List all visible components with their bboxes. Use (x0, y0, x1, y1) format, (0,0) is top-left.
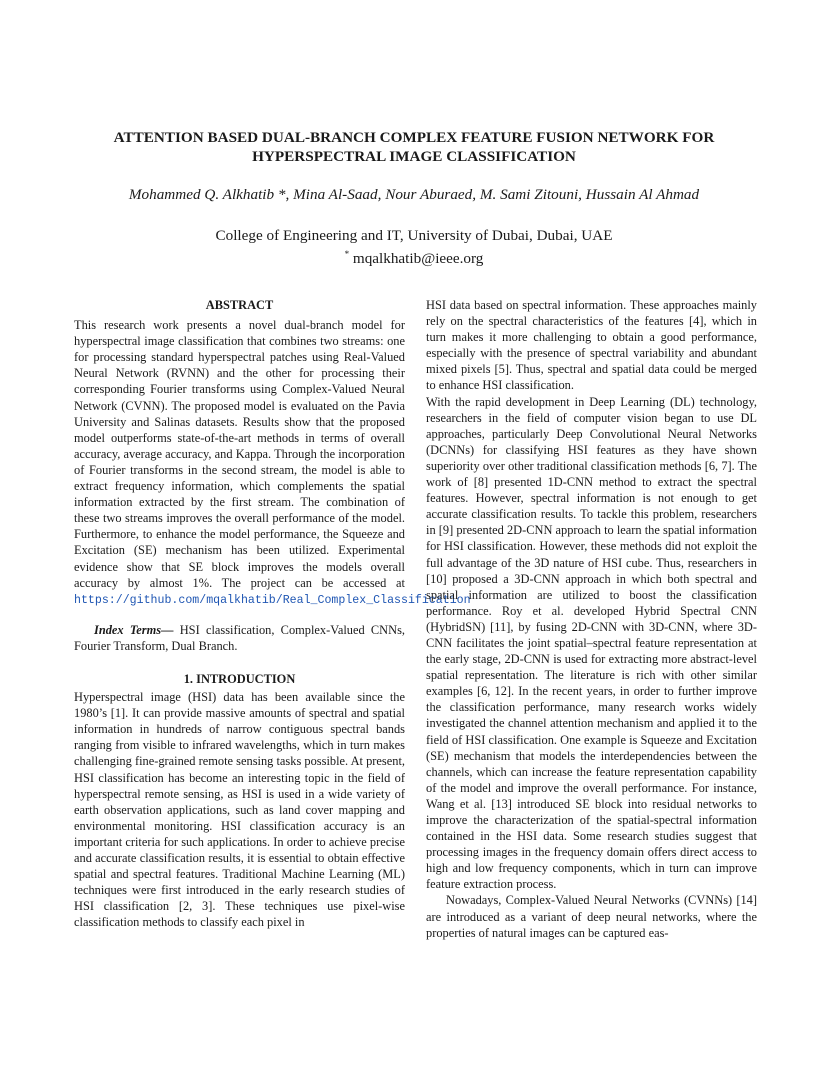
abstract-text (74, 317, 471, 609)
right-paragraph-1: HSI data based on spectral information. These approaches mainly rely on the spectral characteristics of the features [4], which in turn makes it more challenging to obtain a good performance, especially with the presence of spectral variability and abundant mixed pixels [5]. Thus, spectral and spatial data could be merged to enhance HSI classification. (426, 298, 757, 393)
right-paragraph-3: Nowadays, Complex-Valued Neural Networks (CVNNs) [14] are introduced as a variant of deep neural networks, where the properties of natural images can be captured eas- (426, 893, 757, 940)
abstract-heading: ABSTRACT (205, 298, 274, 312)
index-terms-label: Index Terms— (94, 622, 174, 637)
project-link[interactable]: https://github.com/mqalkhatib/Real_Complex_Classification (74, 593, 471, 607)
arxiv-stamp (0, 0, 60, 1072)
intro-heading: 1. INTRODUCTION (183, 671, 296, 686)
right-paragraph-2: With the rapid development in Deep Learning (DL) technology, researchers in the field of computer vision began to use DL approaches, particularly Deep Convolutional Neural Networks (DCNNs) for classifying HSI features as they have shown superiority over other traditional classification methods [6, 7]. The work of [8] presented 1D-CNN method to extract the spectral features. However, spectral information is not enough to get accurate classification results. To tackle this problem, researchers in [9] presented 2D-CNN approach to learn the spatial information for HSI classification. However, these methods did not exploit the full advantage of the 3D nature of HSI cube. Thus, researchers in [10] proposed a 3D-CNN approach in which both spectral and spatial information are utilized to boost the classification performance. Roy et al. developed Hybrid Spectral CNN (HybridSN) [11], by fusing 2D-CNN with 3D-CNN, where 3D-CNN facilitates the joint spatial–spectral feature representation at the early stage, 2D-CNN is used for extracting more abstract-level spatial representation. The literature is rich with other similar examples [6, 12]. In the recent years, in order to further improve the classification performance, many research works widely investigated the channel attention mechanism and applied it to the field of HSI classification. One example is Squeeze and Excitation (SE) mechanism that models the interdependencies between the channels, which can increase the feature representation capability of the model and improve the overall performance. For instance, Wang et al. [13] introduced SE block into residual networks to improve the characterization of the spatial-spectral information contained in the HSI data. Some research studies suggest that processing images in the frequency domain offers direct access to high and low frequency components, which in turn can improve feature extraction process. (426, 394, 757, 892)
intro-paragraph: Hyperspectral image (HSI) data has been available since the 1980’s [1]. It can provide massive amounts of spectral and spatial information in hundreds of narrow contiguous spectral bands ranging from visible to infrared wavelengths, which in turn makes challenging fine-grained remote sensing tasks possible. At present, HSI classification has become an interesting topic in the field of hyperspectral remote sensing, as HSI is used in a wide variety of earth observation applications, such as land cover mapping and environmental monitoring. HSI classification accuracy is an important criteria for such applications. In order to achieve precise and accurate classification results, it is essential to obtain effective spatial and spectral features. Traditional Machine Learning (ML) techniques were first introduced in the early research studies of HSI classification [2, 3]. These techniques use pixel-wise classification methods to classify each pixel in (74, 690, 405, 930)
email: mqalkhatib@ieee.org (352, 250, 484, 268)
index-terms (74, 622, 405, 654)
abstract-body: This research work presents a novel dual-branch model for hyperspectral image classification that combines two streams: one for processing standard hyperspectral patches using Real-Valued Neural Network (RVNN) and the other for processing their corresponding Fourier transforms using Complex-Valued Neural Network (CVNN). The proposed model is evaluated on the Pavia University and Salinas datasets. Results show that the proposed model outperforms state-of-the-art methods in terms of overall accuracy, average accuracy, and Kappa. Through the incorporation of Fourier transforms in the second stream, the model is able to extract frequency information, which complements the spatial information extracted by the first stream. The combination of these two streams improves the overall performance of the model. Furthermore, to enhance the model performance, the Squeeze and Excitation (SE) mechanism has been utilized. Experimental evidence show that SE block improves the models overall accuracy by almost 1%. The project can be accessed at (74, 318, 405, 590)
left-column (74, 297, 471, 930)
email-line (70, 245, 758, 268)
right-column (426, 297, 757, 941)
email-marker: * (344, 249, 350, 259)
affiliation: College of Engineering and IT, University of Dubai, Dubai, UAE (215, 227, 613, 244)
author-list: Mohammed Q. Alkhatib *, Mina Al-Saad, Nour Aburaed, M. Sami Zitouni, Hussain Al Ahmad (128, 186, 700, 203)
index-terms-text: HSI classification, Complex-Valued CNNs, Fourier Transform, Dual Branch. (74, 622, 405, 653)
affiliation-block (70, 226, 758, 268)
paper-title: ATTENTION BASED DUAL-BRANCH COMPLEX FEATURE FUSION NETWORK FOR HYPERSPECTRAL IMAGE CLASSIFICATION (113, 129, 715, 165)
